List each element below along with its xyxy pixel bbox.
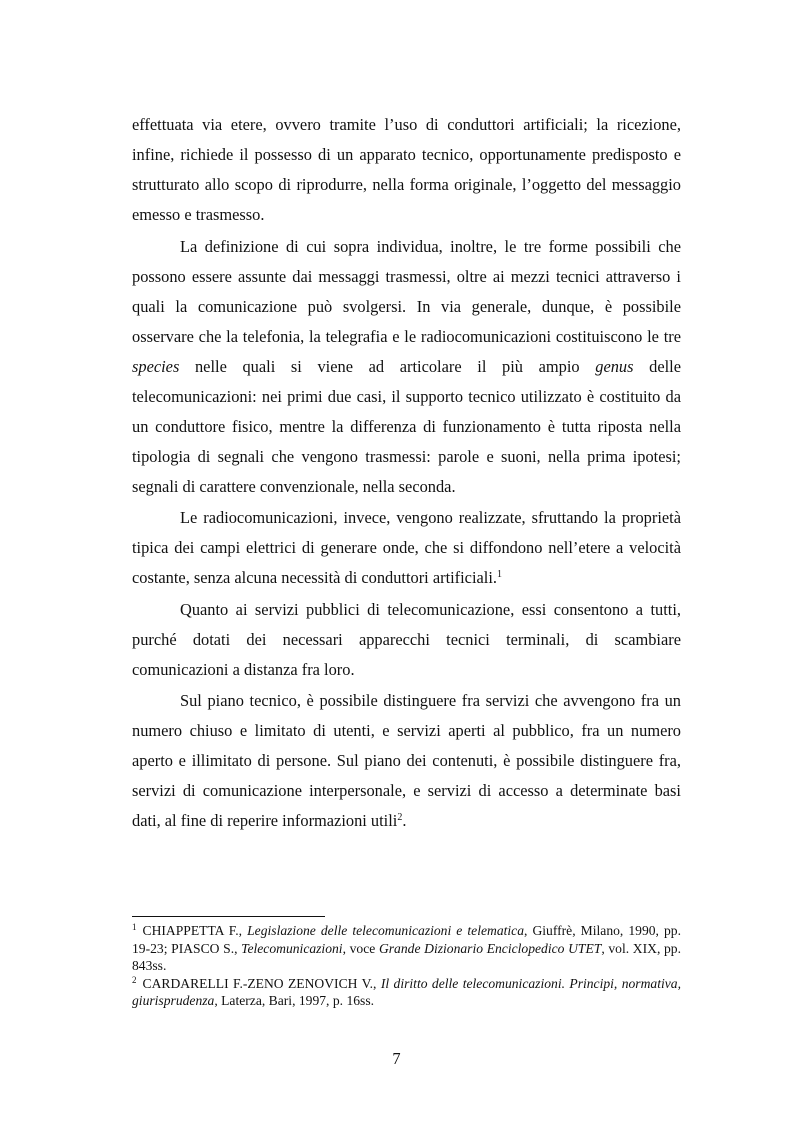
footnote-number: 1 — [132, 922, 137, 932]
paragraph — [132, 503, 681, 593]
footnote — [132, 975, 681, 1010]
text-run: effettuata via etere, ovvero tramite l’uso di conduttori artificiali; la ricezione, infine, richiede il possesso di un apparato tecnico, opportunamente predisposto e strutturato allo scopo di riprodurre, nella forma originale, l’oggetto del messaggio emesso e trasmesso. — [132, 115, 681, 224]
text-run: nelle quali si viene ad articolare il più ampio — [179, 356, 596, 376]
italic-text: genus — [595, 356, 634, 376]
page-number: 7 — [392, 1049, 401, 1068]
paragraph — [132, 595, 681, 685]
italic-text: Il diritto delle telecomunicazioni. Principi, normativa, giurisprudenza — [132, 975, 681, 1008]
paragraph — [132, 686, 681, 836]
text-run: CARDARELLI F.-ZENO ZENOVICH V., — [142, 975, 381, 991]
text-run: delle telecomunicazioni: nei primi due casi, il supporto tecnico utilizzato è costituito da un conduttore fisico, mentre la differenza di funzionamento è tutta riposta nella tipologia di segnali che vengono trasmessi: parole e suoni, nella prima ipotesi; segnali di carattere convenzionale, nella seconda. — [132, 356, 682, 496]
paragraph — [132, 232, 681, 502]
italic-text: Grande Dizionario Enciclopedico UTET — [378, 940, 602, 956]
italic-text: Telecomunicazioni — [241, 940, 343, 956]
footnote-number: 2 — [132, 974, 137, 985]
footnote-ref: 2 — [397, 812, 403, 823]
text-run: , Laterza, Bari, 1997, p. 16ss. — [214, 993, 375, 1008]
text-run: Quanto ai servizi pubblici di telecomunicazione, essi consentono a tutti, purché dotati dei necessari apparecchi tecnici terminali, di scambiare comunicazioni a distanza fra loro. — [132, 599, 681, 679]
paragraph — [132, 110, 681, 230]
body-text — [132, 110, 681, 838]
footnotes — [132, 922, 681, 1010]
text-run: , Giuffrè, Milano, 1990, pp. 19-23; PIASCO S., — [132, 923, 681, 956]
footnote-separator — [132, 916, 325, 917]
italic-text: Legislazione delle telecomunicazioni e telematica — [247, 923, 524, 938]
text-run: . — [402, 811, 407, 830]
text-run: , vol. XIX, pp. 843ss. — [132, 940, 681, 973]
text-run: , voce — [342, 940, 379, 956]
text-run: Le radiocomunicazioni, invece, vengono realizzate, sfruttando la proprietà tipica dei campi elettrici di generare onde, che si diffondono nell’etere a velocità costante, senza alcuna necessità di conduttori artificiali. — [132, 508, 681, 587]
footnote-ref: 1 — [497, 569, 502, 580]
text-run: CHIAPPETTA F., — [142, 923, 248, 938]
footnote — [132, 922, 681, 975]
text-run: La definizione di cui sopra individua, inoltre, le tre forme possibili che possono essere assunte dai messaggi trasmessi, oltre ai mezzi tecnici attraverso i quali la comunicazione può svolgersi. In via generale, dunque, è possibile osservare che la telefonia, la telegrafia e le radiocomunicazioni costituiscono le tre — [132, 236, 681, 346]
text-run: Sul piano tecnico, è possibile distinguere fra servizi che avvengono fra un numero chiuso e limitato di utenti, e servizi aperti al pubblico, fra un numero aperto e illimitato di persone. Sul piano dei contenuti, è possibile distinguere fra, servizi di comunicazione interpersonale, e servizi di accesso a determinate basi dati, al fine di reperire informazioni utili — [132, 691, 681, 830]
italic-text: species — [132, 356, 180, 376]
